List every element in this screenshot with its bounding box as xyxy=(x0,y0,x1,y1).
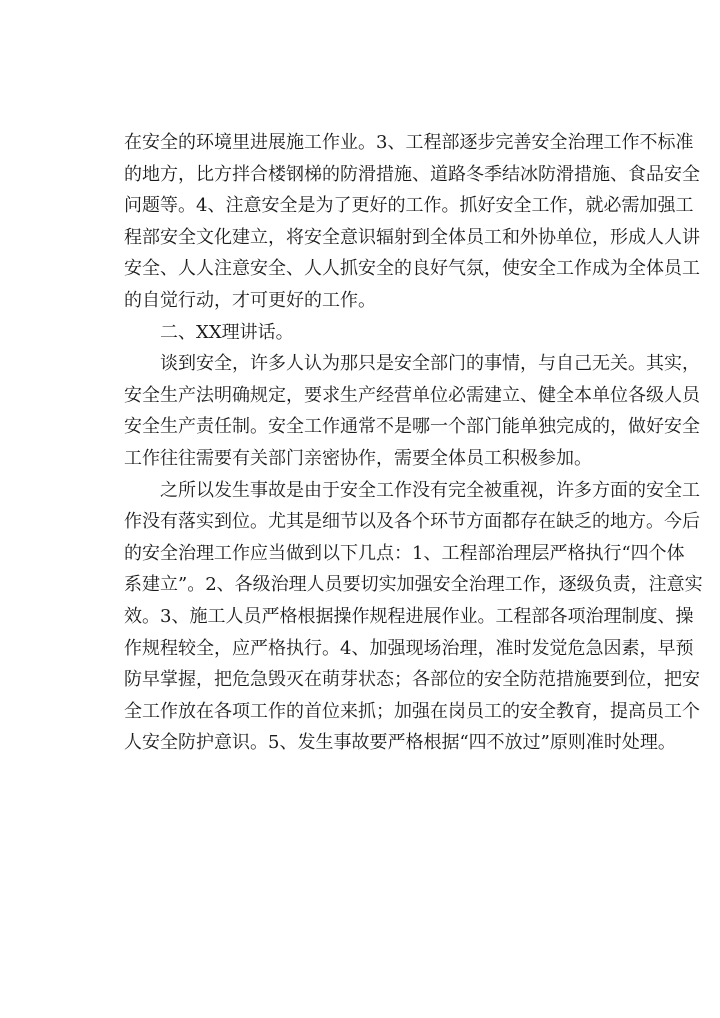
text-line: 的安全治理工作应当做到以下几点：1、工程部治理层严格执行“四个体 xyxy=(124,542,685,564)
paragraph-2 xyxy=(124,348,700,474)
text-line: 作规程较全，应严格执行。4、加强现场治理，准时发觉危急因素，早预 xyxy=(124,637,694,659)
text-line: 人安全防护意识。5、发生事故要严格根据“四不放过”原则准时处理。 xyxy=(124,732,676,754)
text-line: 安全生产责任制。安全工作通常不是哪一个部门能单独完成的，做好安全 xyxy=(124,416,700,438)
text-line: 之所以发生事故是由于安全工作没有完全被重视，许多方面的安全工 xyxy=(160,479,700,501)
text-line: 安全、人人注意安全、人人抓安全的良好气氛，使安全工作成为全体员工 xyxy=(124,258,700,280)
heading-text: 二、XX理讲话。 xyxy=(160,321,294,343)
text-line: 效。3、施工人员严格根据操作规程进展作业。工程部各项治理制度、操 xyxy=(124,605,694,627)
text-line: 安全生产法明确规定，要求生产经营单位必需建立、健全本单位各级人员 xyxy=(124,384,700,406)
paragraph-3 xyxy=(124,475,703,759)
text-line: 在安全的环境里进展施工作业。3、工程部逐步完善安全治理工作不标准 xyxy=(124,132,694,153)
text-line: 系建立”。2、各级治理人员要切实加强安全治理工作，逐级负责，注意实 xyxy=(124,574,703,596)
text-line: 工作往往需要有关部门亲密协作，需要全体员工积极参加。 xyxy=(124,447,592,469)
document-body xyxy=(124,127,703,759)
section-heading xyxy=(124,317,604,349)
text-line: 全工作放在各项工作的首位来抓；加强在岗员工的安全教育，提高员工个 xyxy=(124,700,700,722)
text-line: 作没有落实到位。尤其是细节以及各个环节方面都存在缺乏的地方。今后 xyxy=(124,511,700,533)
paragraph-1 xyxy=(124,127,700,317)
text-line: 问题等。4、注意安全是为了更好的工作。抓好安全工作，就必需加强工 xyxy=(124,195,694,217)
text-line: 的地方，比方拌合楼钢梯的防滑措施、道路冬季结冰防滑措施、食品安全 xyxy=(124,163,700,185)
text-line: 防早掌握，把危急毁灭在萌芽状态；各部位的安全防范措施要到位，把安 xyxy=(124,669,700,691)
text-line: 的自觉行动，才可更好的工作。 xyxy=(124,289,376,311)
text-line: 谈到安全，许多人认为那只是安全部门的事情，与自己无关。其实， xyxy=(160,353,700,375)
text-line: 程部安全文化建立，将安全意识辐射到全体员工和外协单位，形成人人讲 xyxy=(124,226,700,248)
